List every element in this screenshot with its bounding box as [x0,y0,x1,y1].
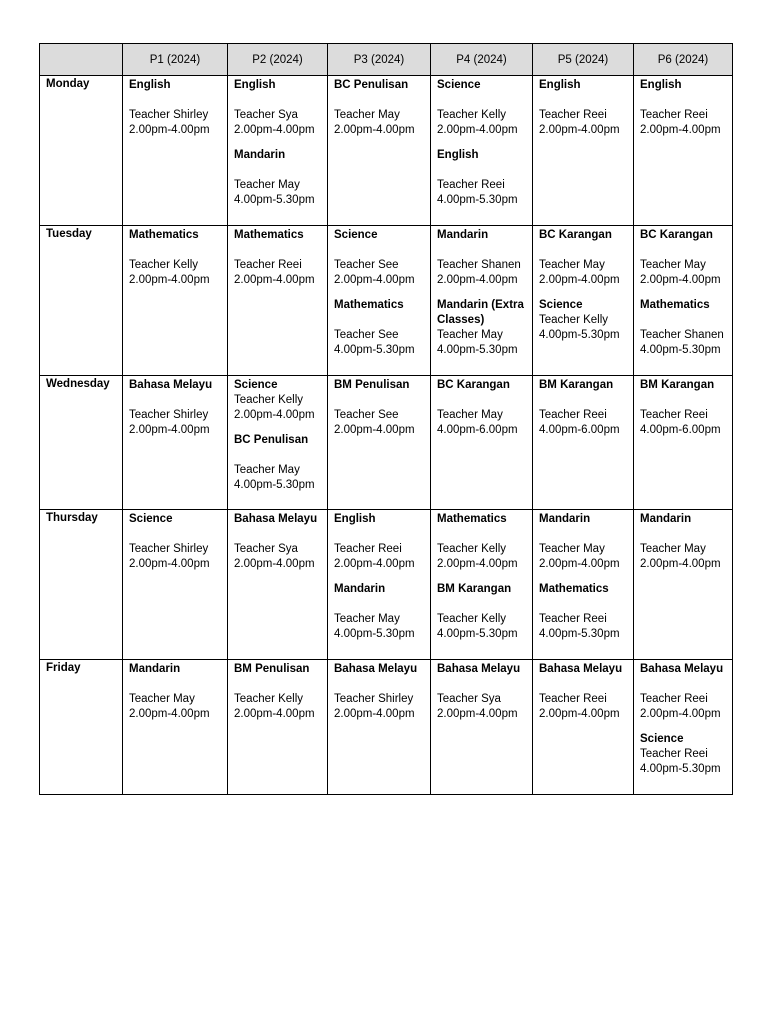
teacher-name: Teacher See [334,409,399,421]
class-entry [129,512,221,572]
subject-name: BC Karangan [539,229,612,241]
class-entry [437,228,526,288]
teacher-name: Teacher Reei [640,748,708,760]
table-row [40,76,733,226]
teacher-name: Teacher Shirley [129,409,209,421]
subject-name: BC Penulisan [334,79,409,91]
teacher-name: Teacher Reei [640,109,708,121]
schedule-cell [533,226,634,376]
class-entry [334,378,424,438]
spacer [539,243,627,258]
subject-name: Bahasa Melayu [640,663,724,675]
schedule-cell [634,76,733,226]
subject-name: Mandarin (Extra Classes) [437,299,524,326]
teacher-name: Teacher May [234,464,300,476]
teacher-name: Teacher Reei [539,693,607,705]
spacer [437,243,526,258]
schedule-cell [123,226,228,376]
teacher-name: Teacher Kelly [234,394,304,406]
header-p4: P4 (2024) [431,44,533,76]
spacer [437,93,526,108]
schedule-cell [228,376,328,510]
subject-name: Mathematics [234,229,304,241]
class-entry [539,378,627,438]
spacer [640,677,726,692]
teacher-name: Teacher Kelly [437,543,507,555]
class-entry [640,512,726,572]
spacer [334,313,424,328]
teacher-name: Teacher May [234,179,300,191]
subject-name: Mandarin [640,513,692,525]
class-entry [437,378,526,438]
time-slot: 2.00pm-4.00pm [437,274,518,286]
time-slot: 2.00pm-4.00pm [539,274,620,286]
class-entry [437,662,526,722]
class-entry [539,78,627,138]
table-row [40,376,733,510]
schedule-cell [533,660,634,795]
class-entry [640,732,726,777]
day-label: Wednesday [40,376,123,510]
class-entry [334,298,424,358]
class-entry [234,512,321,572]
class-entry [129,378,221,438]
schedule-cell [533,510,634,660]
class-entry [539,662,627,722]
spacer [334,243,424,258]
time-slot: 4.00pm-5.30pm [437,194,518,206]
teacher-name: Teacher May [437,329,503,341]
teacher-name: Teacher Kelly [539,314,609,326]
subject-name: Mathematics [129,229,199,241]
spacer [640,393,726,408]
subject-name: Mandarin [437,229,489,241]
class-entry [437,78,526,138]
header-p2: P2 (2024) [228,44,328,76]
spacer [539,93,627,108]
time-slot: 4.00pm-5.30pm [334,344,415,356]
teacher-name: Teacher Reei [437,179,505,191]
spacer [640,313,726,328]
spacer [129,243,221,258]
time-slot: 2.00pm-4.00pm [129,558,210,570]
schedule-cell [328,76,431,226]
header-p1: P1 (2024) [123,44,228,76]
time-slot: 4.00pm-5.30pm [640,763,721,775]
teacher-name: Teacher Sya [437,693,501,705]
class-entry [234,433,321,493]
subject-name: BM Karangan [437,583,512,595]
time-slot: 2.00pm-4.00pm [539,558,620,570]
subject-name: Science [640,733,684,745]
time-slot: 4.00pm-5.30pm [234,479,315,491]
subject-name: Mandarin [234,149,286,161]
teacher-name: Teacher May [640,259,706,271]
subject-name: English [539,79,581,91]
class-entry [640,78,726,138]
subject-name: Science [437,79,481,91]
table-row [40,226,733,376]
schedule-cell [431,226,533,376]
day-label: Monday [40,76,123,226]
spacer [539,677,627,692]
class-entry [234,662,321,722]
teacher-name: Teacher Reei [539,109,607,121]
class-entry [234,148,321,208]
subject-name: English [234,79,276,91]
class-entry [640,228,726,288]
spacer [234,243,321,258]
spacer [640,527,726,542]
subject-name: English [437,149,479,161]
teacher-name: Teacher Reei [539,613,607,625]
time-slot: 4.00pm-5.30pm [234,194,315,206]
time-slot: 2.00pm-4.00pm [539,708,620,720]
teacher-name: Teacher Shirley [129,543,209,555]
spacer [640,243,726,258]
subject-name: BM Penulisan [234,663,310,675]
teacher-name: Teacher Reei [539,409,607,421]
class-entry [437,148,526,208]
teacher-name: Teacher See [334,329,399,341]
teacher-name: Teacher Shirley [334,693,414,705]
day-label: Friday [40,660,123,795]
subject-name: English [640,79,682,91]
time-slot: 2.00pm-4.00pm [640,708,721,720]
class-entry [334,228,424,288]
teacher-name: Teacher See [334,259,399,271]
subject-name: BM Karangan [539,379,614,391]
spacer [234,93,321,108]
subject-name: Mathematics [437,513,507,525]
class-entry [334,582,424,642]
class-entry [640,662,726,722]
spacer [334,393,424,408]
spacer [129,93,221,108]
time-slot: 4.00pm-6.00pm [640,424,721,436]
time-slot: 2.00pm-4.00pm [129,708,210,720]
time-slot: 2.00pm-4.00pm [437,124,518,136]
schedule-cell [533,376,634,510]
subject-name: Mathematics [334,299,404,311]
schedule-cell [328,226,431,376]
time-slot: 2.00pm-4.00pm [234,274,315,286]
class-entry [129,228,221,288]
spacer [334,93,424,108]
teacher-name: Teacher Shanen [437,259,521,271]
timetable-body [40,76,733,795]
subject-name: Science [334,229,378,241]
time-slot: 2.00pm-4.00pm [334,708,415,720]
class-entry [640,298,726,358]
class-entry [334,662,424,722]
time-slot: 2.00pm-4.00pm [334,274,415,286]
day-label: Thursday [40,510,123,660]
schedule-cell [228,76,328,226]
schedule-cell [634,226,733,376]
time-slot: 2.00pm-4.00pm [539,124,620,136]
subject-name: English [129,79,171,91]
spacer [437,393,526,408]
spacer [539,393,627,408]
time-slot: 2.00pm-4.00pm [640,124,721,136]
class-entry [437,298,526,358]
subject-name: Bahasa Melayu [334,663,418,675]
schedule-cell [123,76,228,226]
spacer [129,527,221,542]
class-entry [539,298,627,343]
time-slot: 2.00pm-4.00pm [334,424,415,436]
teacher-name: Teacher May [640,543,706,555]
class-entry [234,378,321,423]
subject-name: Mathematics [640,299,710,311]
spacer [234,677,321,692]
teacher-name: Teacher May [539,259,605,271]
time-slot: 4.00pm-5.30pm [437,628,518,640]
teacher-name: Teacher Kelly [437,613,507,625]
teacher-name: Teacher May [334,613,400,625]
time-slot: 4.00pm-6.00pm [437,424,518,436]
schedule-cell [634,376,733,510]
teacher-name: Teacher May [129,693,195,705]
header-p5: P5 (2024) [533,44,634,76]
subject-name: Science [234,379,278,391]
spacer [437,597,526,612]
schedule-cell [328,660,431,795]
class-entry [334,78,424,138]
subject-name: Science [539,299,583,311]
subject-name: English [334,513,376,525]
time-slot: 2.00pm-4.00pm [129,274,210,286]
schedule-cell [123,376,228,510]
subject-name: Mandarin [334,583,386,595]
teacher-name: Teacher Reei [234,259,302,271]
class-entry [234,228,321,288]
spacer [437,527,526,542]
schedule-cell [431,376,533,510]
teacher-name: Teacher Reei [640,409,708,421]
class-entry [129,662,221,722]
subject-name: Science [129,513,173,525]
table-row [40,660,733,795]
time-slot: 4.00pm-5.30pm [539,628,620,640]
time-slot: 2.00pm-4.00pm [234,409,315,421]
class-entry [234,78,321,138]
teacher-name: Teacher Sya [234,109,298,121]
time-slot: 2.00pm-4.00pm [129,124,210,136]
timetable [39,43,733,795]
time-slot: 2.00pm-4.00pm [334,124,415,136]
time-slot: 2.00pm-4.00pm [234,708,315,720]
subject-name: BC Karangan [640,229,713,241]
teacher-name: Teacher Shirley [129,109,209,121]
spacer [234,527,321,542]
header-p3: P3 (2024) [328,44,431,76]
teacher-name: Teacher Reei [640,693,708,705]
subject-name: BC Penulisan [234,434,309,446]
subject-name: BC Karangan [437,379,510,391]
spacer [437,163,526,178]
teacher-name: Teacher May [437,409,503,421]
timetable-header [40,44,733,76]
schedule-cell [634,660,733,795]
class-entry [129,78,221,138]
time-slot: 2.00pm-4.00pm [234,124,315,136]
spacer [539,527,627,542]
subject-name: Bahasa Melayu [437,663,521,675]
header-corner-cell [40,44,123,76]
schedule-cell [634,510,733,660]
spacer [334,527,424,542]
teacher-name: Teacher May [539,543,605,555]
spacer [539,597,627,612]
class-entry [437,512,526,572]
spacer [129,393,221,408]
schedule-cell [431,660,533,795]
subject-name: Bahasa Melayu [234,513,318,525]
day-label: Tuesday [40,226,123,376]
time-slot: 2.00pm-4.00pm [437,558,518,570]
time-slot: 2.00pm-4.00pm [234,558,315,570]
teacher-name: Teacher Kelly [234,693,304,705]
time-slot: 4.00pm-5.30pm [437,344,518,356]
header-p6: P6 (2024) [634,44,733,76]
schedule-cell [328,510,431,660]
time-slot: 2.00pm-4.00pm [334,558,415,570]
spacer [334,677,424,692]
teacher-name: Teacher Kelly [437,109,507,121]
class-entry [539,228,627,288]
class-entry [437,582,526,642]
schedule-cell [228,660,328,795]
schedule-cell [533,76,634,226]
time-slot: 4.00pm-6.00pm [539,424,620,436]
spacer [234,448,321,463]
time-slot: 2.00pm-4.00pm [129,424,210,436]
spacer [234,163,321,178]
teacher-name: Teacher Shanen [640,329,724,341]
table-row [40,510,733,660]
subject-name: BM Karangan [640,379,715,391]
spacer [334,597,424,612]
time-slot: 2.00pm-4.00pm [437,708,518,720]
class-entry [539,512,627,572]
header-row [40,44,733,76]
schedule-cell [431,76,533,226]
schedule-cell [228,510,328,660]
schedule-cell [431,510,533,660]
subject-name: Bahasa Melayu [129,379,213,391]
schedule-cell [228,226,328,376]
time-slot: 4.00pm-5.30pm [539,329,620,341]
subject-name: BM Penulisan [334,379,410,391]
time-slot: 2.00pm-4.00pm [640,558,721,570]
subject-name: Mathematics [539,583,609,595]
class-entry [539,582,627,642]
schedule-cell [123,660,228,795]
spacer [437,677,526,692]
subject-name: Mandarin [539,513,591,525]
subject-name: Mandarin [129,663,181,675]
time-slot: 2.00pm-4.00pm [640,274,721,286]
time-slot: 4.00pm-5.30pm [334,628,415,640]
teacher-name: Teacher Reei [334,543,402,555]
class-entry [334,512,424,572]
teacher-name: Teacher Sya [234,543,298,555]
schedule-cell [328,376,431,510]
teacher-name: Teacher Kelly [129,259,199,271]
spacer [640,93,726,108]
schedule-cell [123,510,228,660]
time-slot: 4.00pm-5.30pm [640,344,721,356]
subject-name: Bahasa Melayu [539,663,623,675]
spacer [129,677,221,692]
class-entry [640,378,726,438]
teacher-name: Teacher May [334,109,400,121]
